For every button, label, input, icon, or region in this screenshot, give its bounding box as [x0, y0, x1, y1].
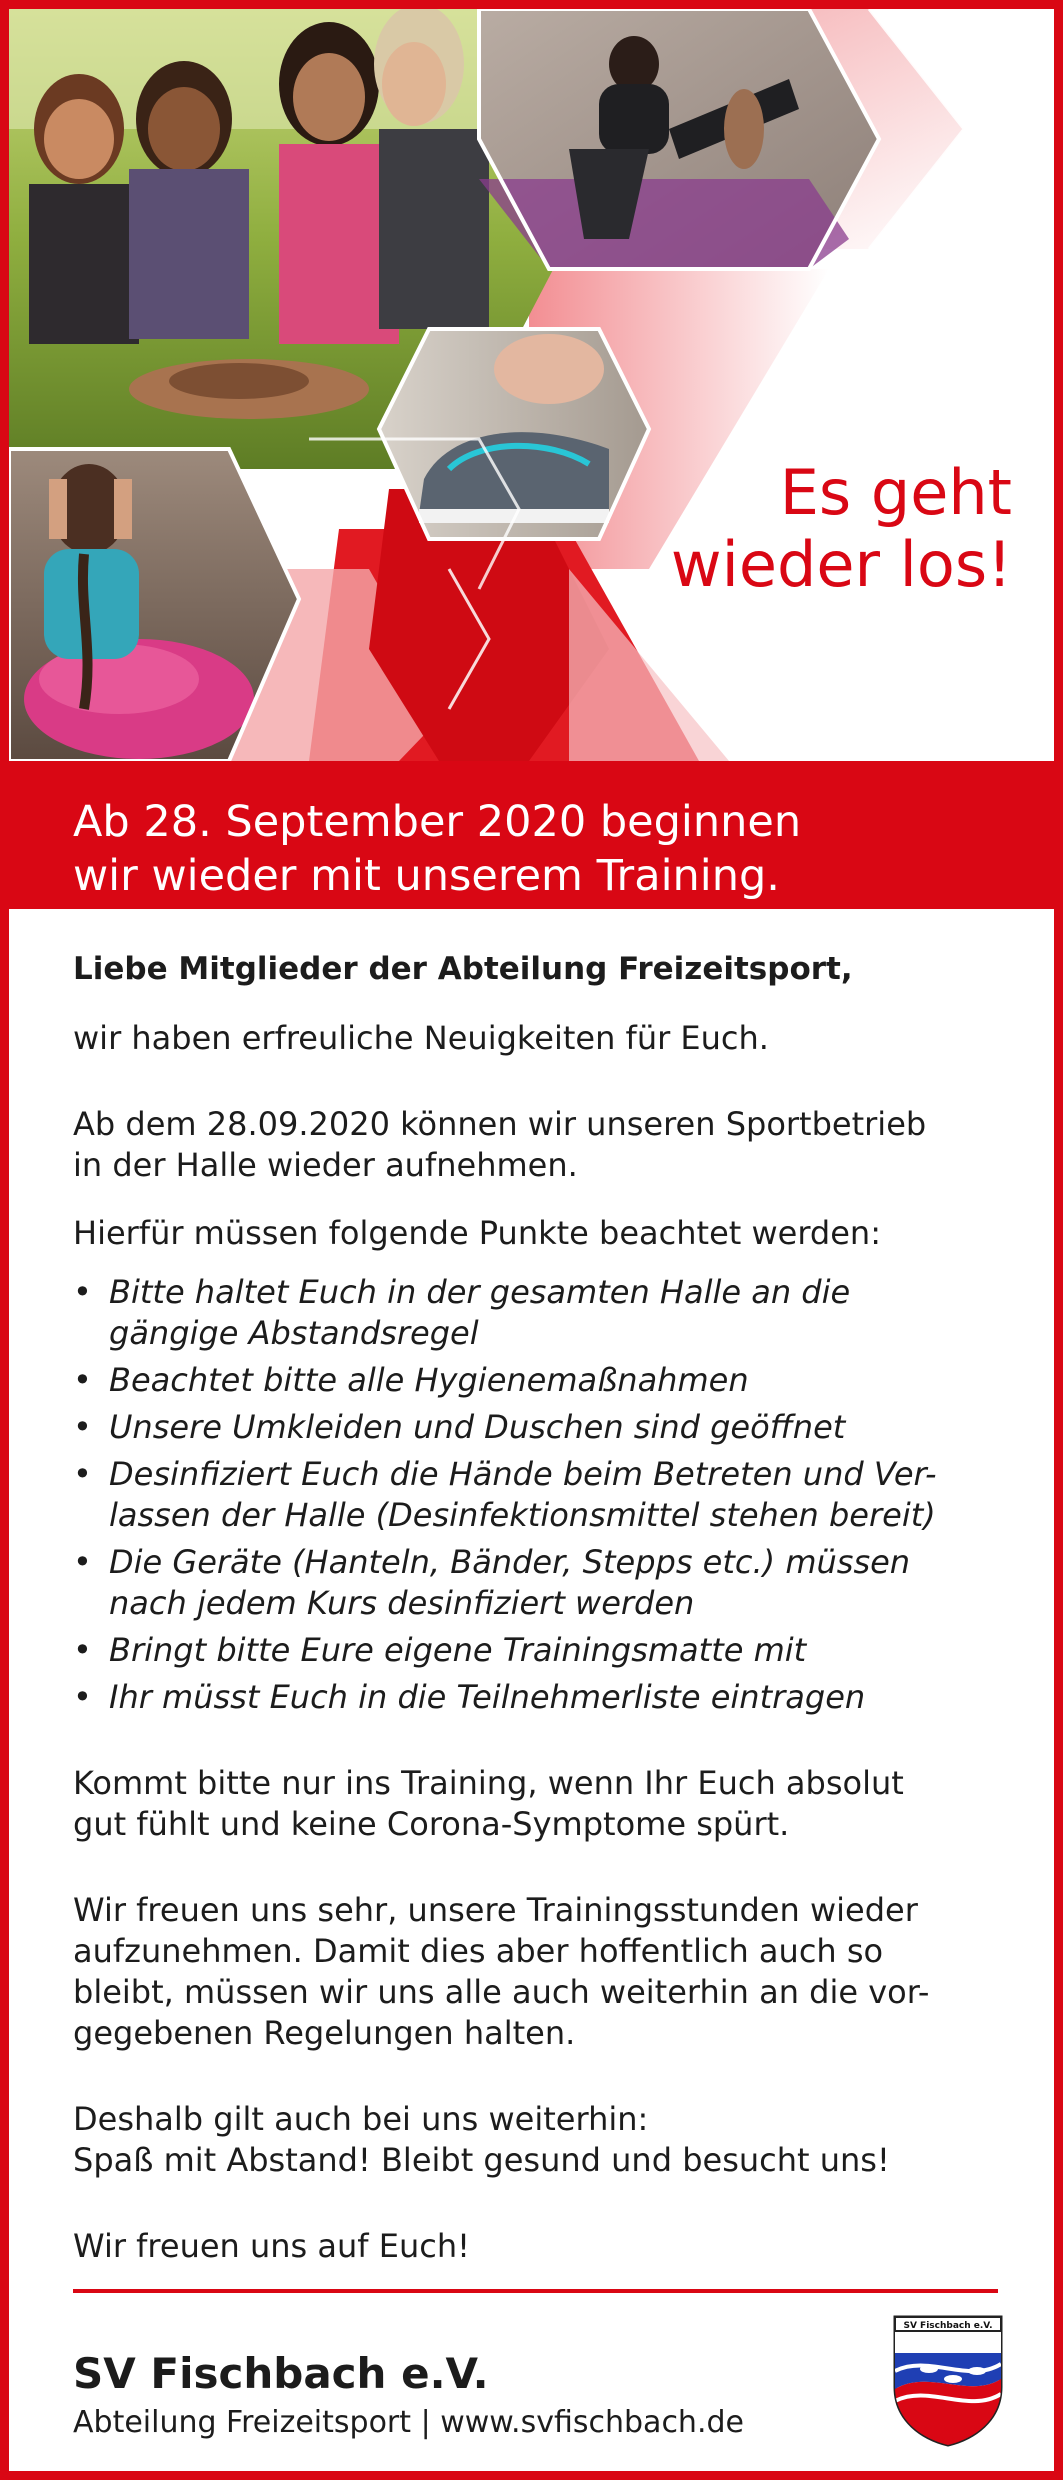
motto-paragraph: Deshalb gilt auch bei uns weiterhin: Spaß mit Abstand! Bleibt gesund und besucht uns!: [73, 2100, 890, 2179]
announcement-banner: [9, 761, 1054, 909]
slogan-line: Es geht: [779, 456, 1012, 529]
slogan-headline: [671, 457, 1012, 601]
news-paragraph: wir haben erfreuliche Neuigkeiten für Euch.: [73, 1019, 769, 1057]
closing-line: Wir freuen uns auf Euch!: [73, 2227, 470, 2265]
letter-body: [73, 949, 1003, 2267]
bullet-icon: •: [73, 1408, 92, 1446]
bullet-icon: •: [73, 1455, 92, 1493]
list-item: • Desinfiziert Euch die Hände beim Betreten und Ver- lassen der Halle (Desinfektionsmittel stehen bereit): [73, 1455, 937, 1534]
hero-collage: [9, 9, 1054, 761]
list-item: • Die Geräte (Hanteln, Bänder, Stepps etc.) müssen nach jedem Kurs desinfiziert werden: [73, 1543, 911, 1622]
list-item: • Bitte haltet Euch in der gesamten Halle an die gängige Abstandsregel: [73, 1273, 851, 1352]
bullet-icon: •: [73, 1361, 92, 1399]
list-item: • Beachtet bitte alle Hygienemaßnahmen: [73, 1361, 749, 1399]
list-item: • Ihr müsst Euch in die Teilnehmerliste eintragen: [73, 1678, 866, 1716]
crest-label: SV Fischbach e.V.: [903, 2321, 993, 2331]
footer-divider: [73, 2289, 998, 2293]
banner-line: wir wieder mit unserem Training.: [73, 851, 780, 901]
bullet-icon: •: [73, 1678, 92, 1716]
list-item: • Bringt bitte Eure eigene Trainingsmatte mit: [73, 1631, 807, 1669]
list-item: • Unsere Umkleiden und Duschen sind geöffnet: [73, 1408, 846, 1446]
health-paragraph: Kommt bitte nur ins Training, wenn Ihr Euch absolut gut fühlt und keine Corona-Symptome spürt.: [73, 1764, 904, 1843]
club-crest-icon: [889, 2309, 1007, 2449]
club-name: SV Fischbach e.V.: [73, 2349, 489, 2398]
rules-list: [73, 1272, 1003, 1718]
bullet-icon: •: [73, 1543, 92, 1581]
slogan-line: wieder los!: [670, 528, 1012, 601]
hexagon-collage-graphic: [9, 9, 1054, 761]
restart-paragraph: Ab dem 28.09.2020 können wir unseren Sportbetrieb in der Halle wieder aufnehmen.: [73, 1105, 927, 1184]
greeting: Liebe Mitglieder der Abteilung Freizeitsport,: [73, 951, 853, 987]
continue-paragraph: Wir freuen uns sehr, unsere Trainingsstunden wieder aufzunehmen. Damit dies aber hoffentlich auch so bleibt, müssen wir uns alle auch weiterhin an die vor- gegebenen Regelungen halten.: [73, 1891, 930, 2052]
bullet-icon: •: [73, 1273, 92, 1311]
department-and-website: Abteilung Freizeitsport | www.svfischbach.de: [73, 2405, 744, 2440]
rules-intro: Hierfür müssen folgende Punkte beachtet werden:: [73, 1214, 881, 1252]
banner-line: Ab 28. September 2020 beginnen: [73, 797, 802, 847]
tying-sneaker-photo: [379, 329, 649, 539]
bullet-icon: •: [73, 1631, 92, 1669]
stretching-woman-photo: [479, 9, 879, 269]
